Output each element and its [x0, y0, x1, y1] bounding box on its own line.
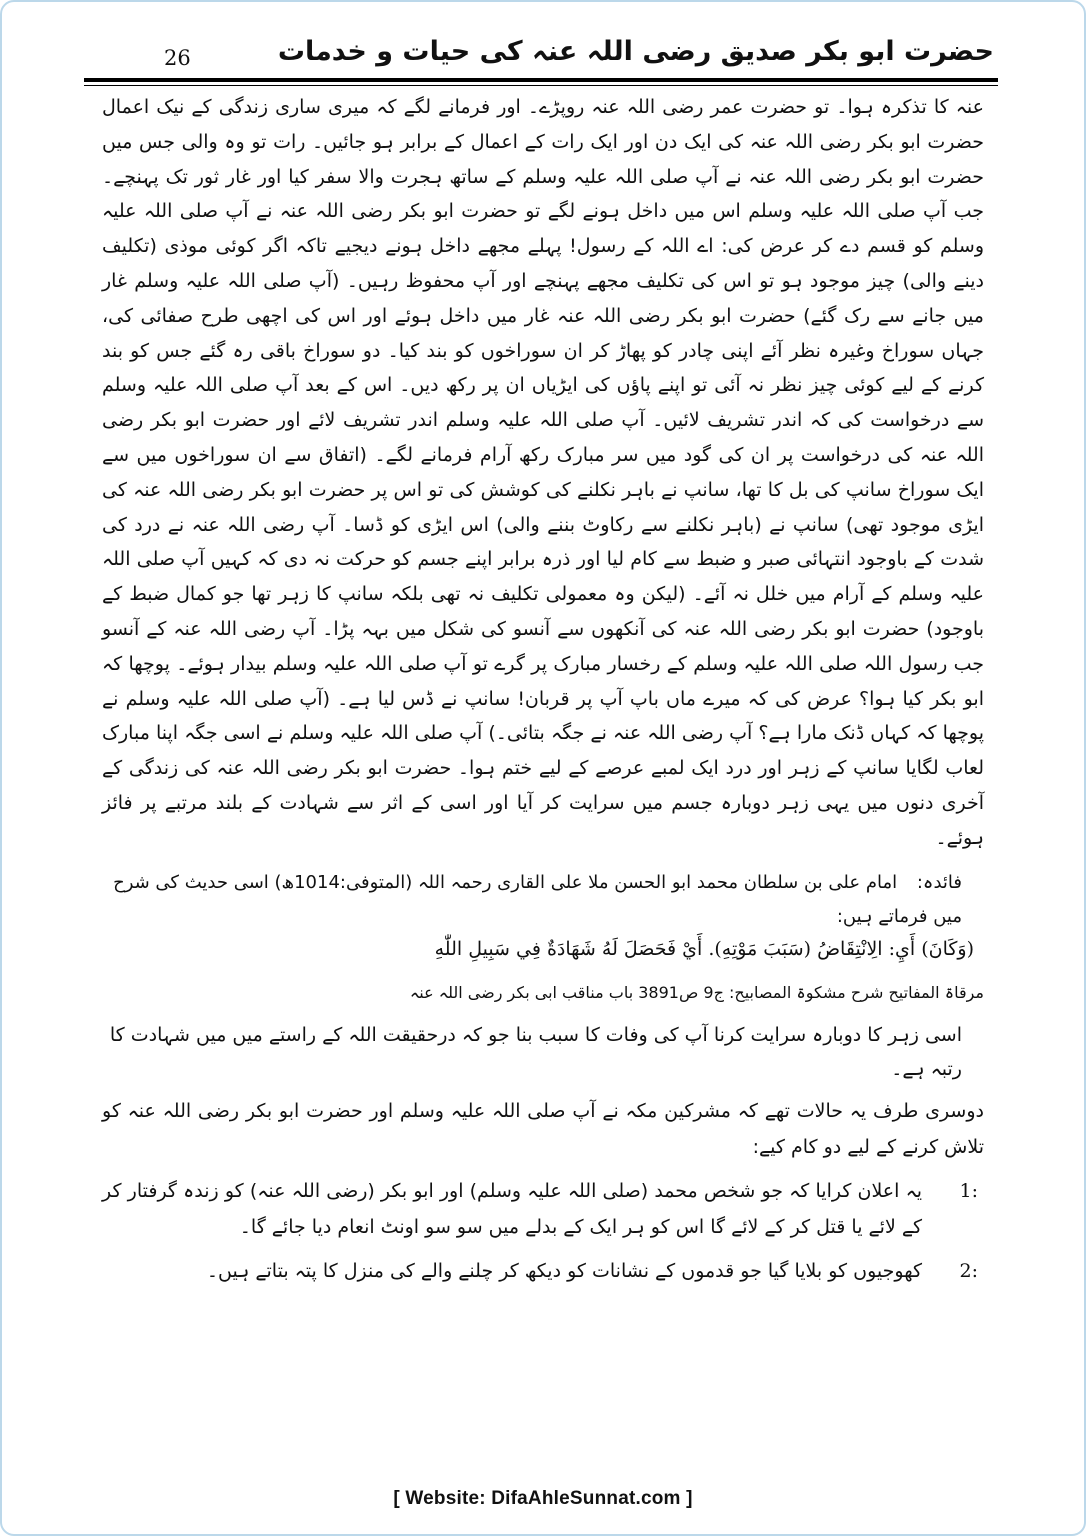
- list-item: [102, 1173, 984, 1245]
- header-divider-thin: [84, 85, 998, 86]
- main-paragraph: عنہ کا تذکرہ ہوا۔ تو حضرت عمر رضی اللہ عنہ روپڑے۔ اور فرمانے لگے کہ میری ساری زندگی کے نیک اعمال حضرت ابو بکر رضی اللہ عنہ کی ایک دن اور ایک رات کے اعمال کے برابر ہو جائیں۔ رات تو وہ والی جس میں حضرت ابو بکر رضی اللہ عنہ نے آپ صلی اللہ علیہ وسلم کے ساتھ ہجرت والا سفر کیا اور غار ثور تک پہنچے۔ جب آپ صلی اللہ علیہ وسلم اس میں داخل ہونے لگے تو حضرت ابو بکر رضی اللہ عنہ نے آپ صلی اللہ علیہ وسلم کو قسم دے کر عرض کی: اے اللہ کے رسول! پہلے مجھے داخل ہونے دیجیے تاکہ اگر کوئی موذی (تکلیف دینے والی) چیز موجود ہو تو اس کی تکلیف مجھے پہنچے اور آپ محفوظ رہیں۔ (آپ صلی اللہ علیہ وسلم غار میں جانے سے رک گئے) حضرت ابو بکر رضی اللہ عنہ غار میں داخل ہوئے اور اس کی اچھی طرح صفائی کی، جہاں سوراخ وغیرہ نظر آئے اپنی چادر کو پھاڑ کر ان سوراخوں کو بند کیا۔ دو سوراخ باقی رہ گئے جس کو بند کرنے کے لیے کوئی چیز نظر نہ آئی تو اپنے پاؤں کی ایڑیاں ان پر رکھ دیں۔ اس کے بعد آپ صلی اللہ علیہ وسلم سے درخواست کی کہ اندر تشریف لائیں۔ آپ صلی اللہ علیہ وسلم اندر تشریف لائے اور حضرت ابو بکر رضی اللہ عنہ کی درخواست پر ان کی گود میں سر مبارک رکھ آرام فرمانے لگے۔ (اتفاق سے ان سوراخوں میں سے ایک سوراخ سانپ کی بل کا تھا، سانپ نے باہر نکلنے کی کوشش کی تو اس پر حضرت ابو بکر رضی اللہ عنہ کی ایڑی موجود تھی) سانپ نے (باہر نکلنے سے رکاوٹ بننے والی) اس ایڑی کو ڈسا۔ آپ رضی اللہ عنہ نے درد کی شدت کے باوجود انتہائی صبر و ضبط سے کام لیا اور ذرہ برابر اپنے جسم کو حرکت نہ دی کہ کہیں آپ صلی اللہ علیہ وسلم کے آرام میں خلل نہ آئے۔ (لیکن وہ معمولی تکلیف نہ تھی بلکہ سانپ کا زہر تھا جو کمال ضبط کے باوجود) حضرت ابو بکر رضی اللہ عنہ کی آنکھوں سے آنسو کی شکل میں بہہ پڑا۔ آپ رضی اللہ عنہ کے آنسو جب رسول اللہ صلی اللہ علیہ وسلم کے رخسار مبارک پر گرے تو آپ صلی اللہ علیہ وسلم بیدار ہوئے۔ پوچھا کہ ابو بکر کیا ہوا؟ عرض کی کہ میرے ماں باپ آپ پر قربان! سانپ نے ڈس لیا ہے۔ (آپ صلی اللہ علیہ وسلم نے پوچھا کہ کہاں ڈنک مارا ہے؟ آپ رضی اللہ عنہ نے جگہ بتائی۔) آپ صلی اللہ علیہ وسلم نے اسی جگہ اپنا مبارک لعاب لگایا سانپ کے زہر اور درد ایک لمبے عرصے کے لیے ختم ہوا۔ حضرت ابو بکر رضی اللہ عنہ کی زندگی کے آخری دنوں میں یہی زہر دوبارہ جسم میں سرایت کر آیا اور اسی کے اثر سے شہادت کے بلند مرتبے پر فائز ہوئے۔: [102, 96, 984, 849]
- fayda-note: [102, 866, 962, 934]
- list-item: [102, 1253, 984, 1289]
- list-text: کھوجیوں کو بلایا گیا جو قدموں کے نشانات کو دیکھ کر چلنے والے کی منزل کا پتہ بتاتے ہیں۔: [206, 1260, 922, 1283]
- fayda-label: فائدہ:: [916, 871, 962, 893]
- paragraph-3: دوسری طرف یہ حالات تھے کہ مشرکین مکہ نے آپ صلی اللہ علیہ وسلم اور حضرت ابو بکر رضی اللہ عنہ کو تلاش کرنے کے لیے دو کام کیے:: [102, 1100, 984, 1159]
- paragraph-2: اسی زہر کا دوبارہ سرایت کرنا آپ کی وفات کا سبب بنا جو کہ درحقیقت اللہ کے راستے میں میں شہادت کا رتبہ ہے۔: [109, 1023, 962, 1081]
- list-number: 2:: [959, 1260, 978, 1283]
- book-title: حضرت ابو بکر صدیق رضی اللہ عنہ کی حیات و خدمات: [277, 36, 994, 67]
- website-footer: [ Website: DifaAhleSunnat.com ]: [393, 1488, 693, 1509]
- header-divider: [84, 78, 998, 82]
- list-text: یہ اعلان کرایا کہ جو شخص محمد (صلی اللہ علیہ وسلم) اور ابو بکر (رضی اللہ عنہ) کو زندہ گرفتار کر کے لائے یا قتل کر کے لائے گا اس کو ہر ایک کے بدلے میں سو سو اونٹ انعام دیا جائے گا۔: [102, 1180, 922, 1239]
- fayda-text: امام علی بن سلطان محمد ابو الحسن ملا علی القاری رحمہ اللہ (المتوفی:1014ھ) اسی حدیث کی شرح میں فرماتے ہیں:: [113, 871, 962, 927]
- arabic-quote: (وَکَانَ) أَيِ: الِانْتِقَاضُ (سَبَبَ مَوْتِهِ). أَيْ فَحَصَلَ لَهُ شَهَادَةٌ فِي سَبِيلِ اللّٰهِ: [434, 937, 974, 960]
- page-header: [92, 32, 994, 82]
- page-number: 26: [164, 46, 191, 70]
- reference-citation: مرقاۃ المفاتیح شرح مشکوۃ المصابیح: ج9 ص3891 باب مناقب ابی بکر رضی اللہ عنہ: [409, 982, 984, 1002]
- page-content: [102, 90, 984, 1474]
- list-number: 1:: [959, 1180, 978, 1203]
